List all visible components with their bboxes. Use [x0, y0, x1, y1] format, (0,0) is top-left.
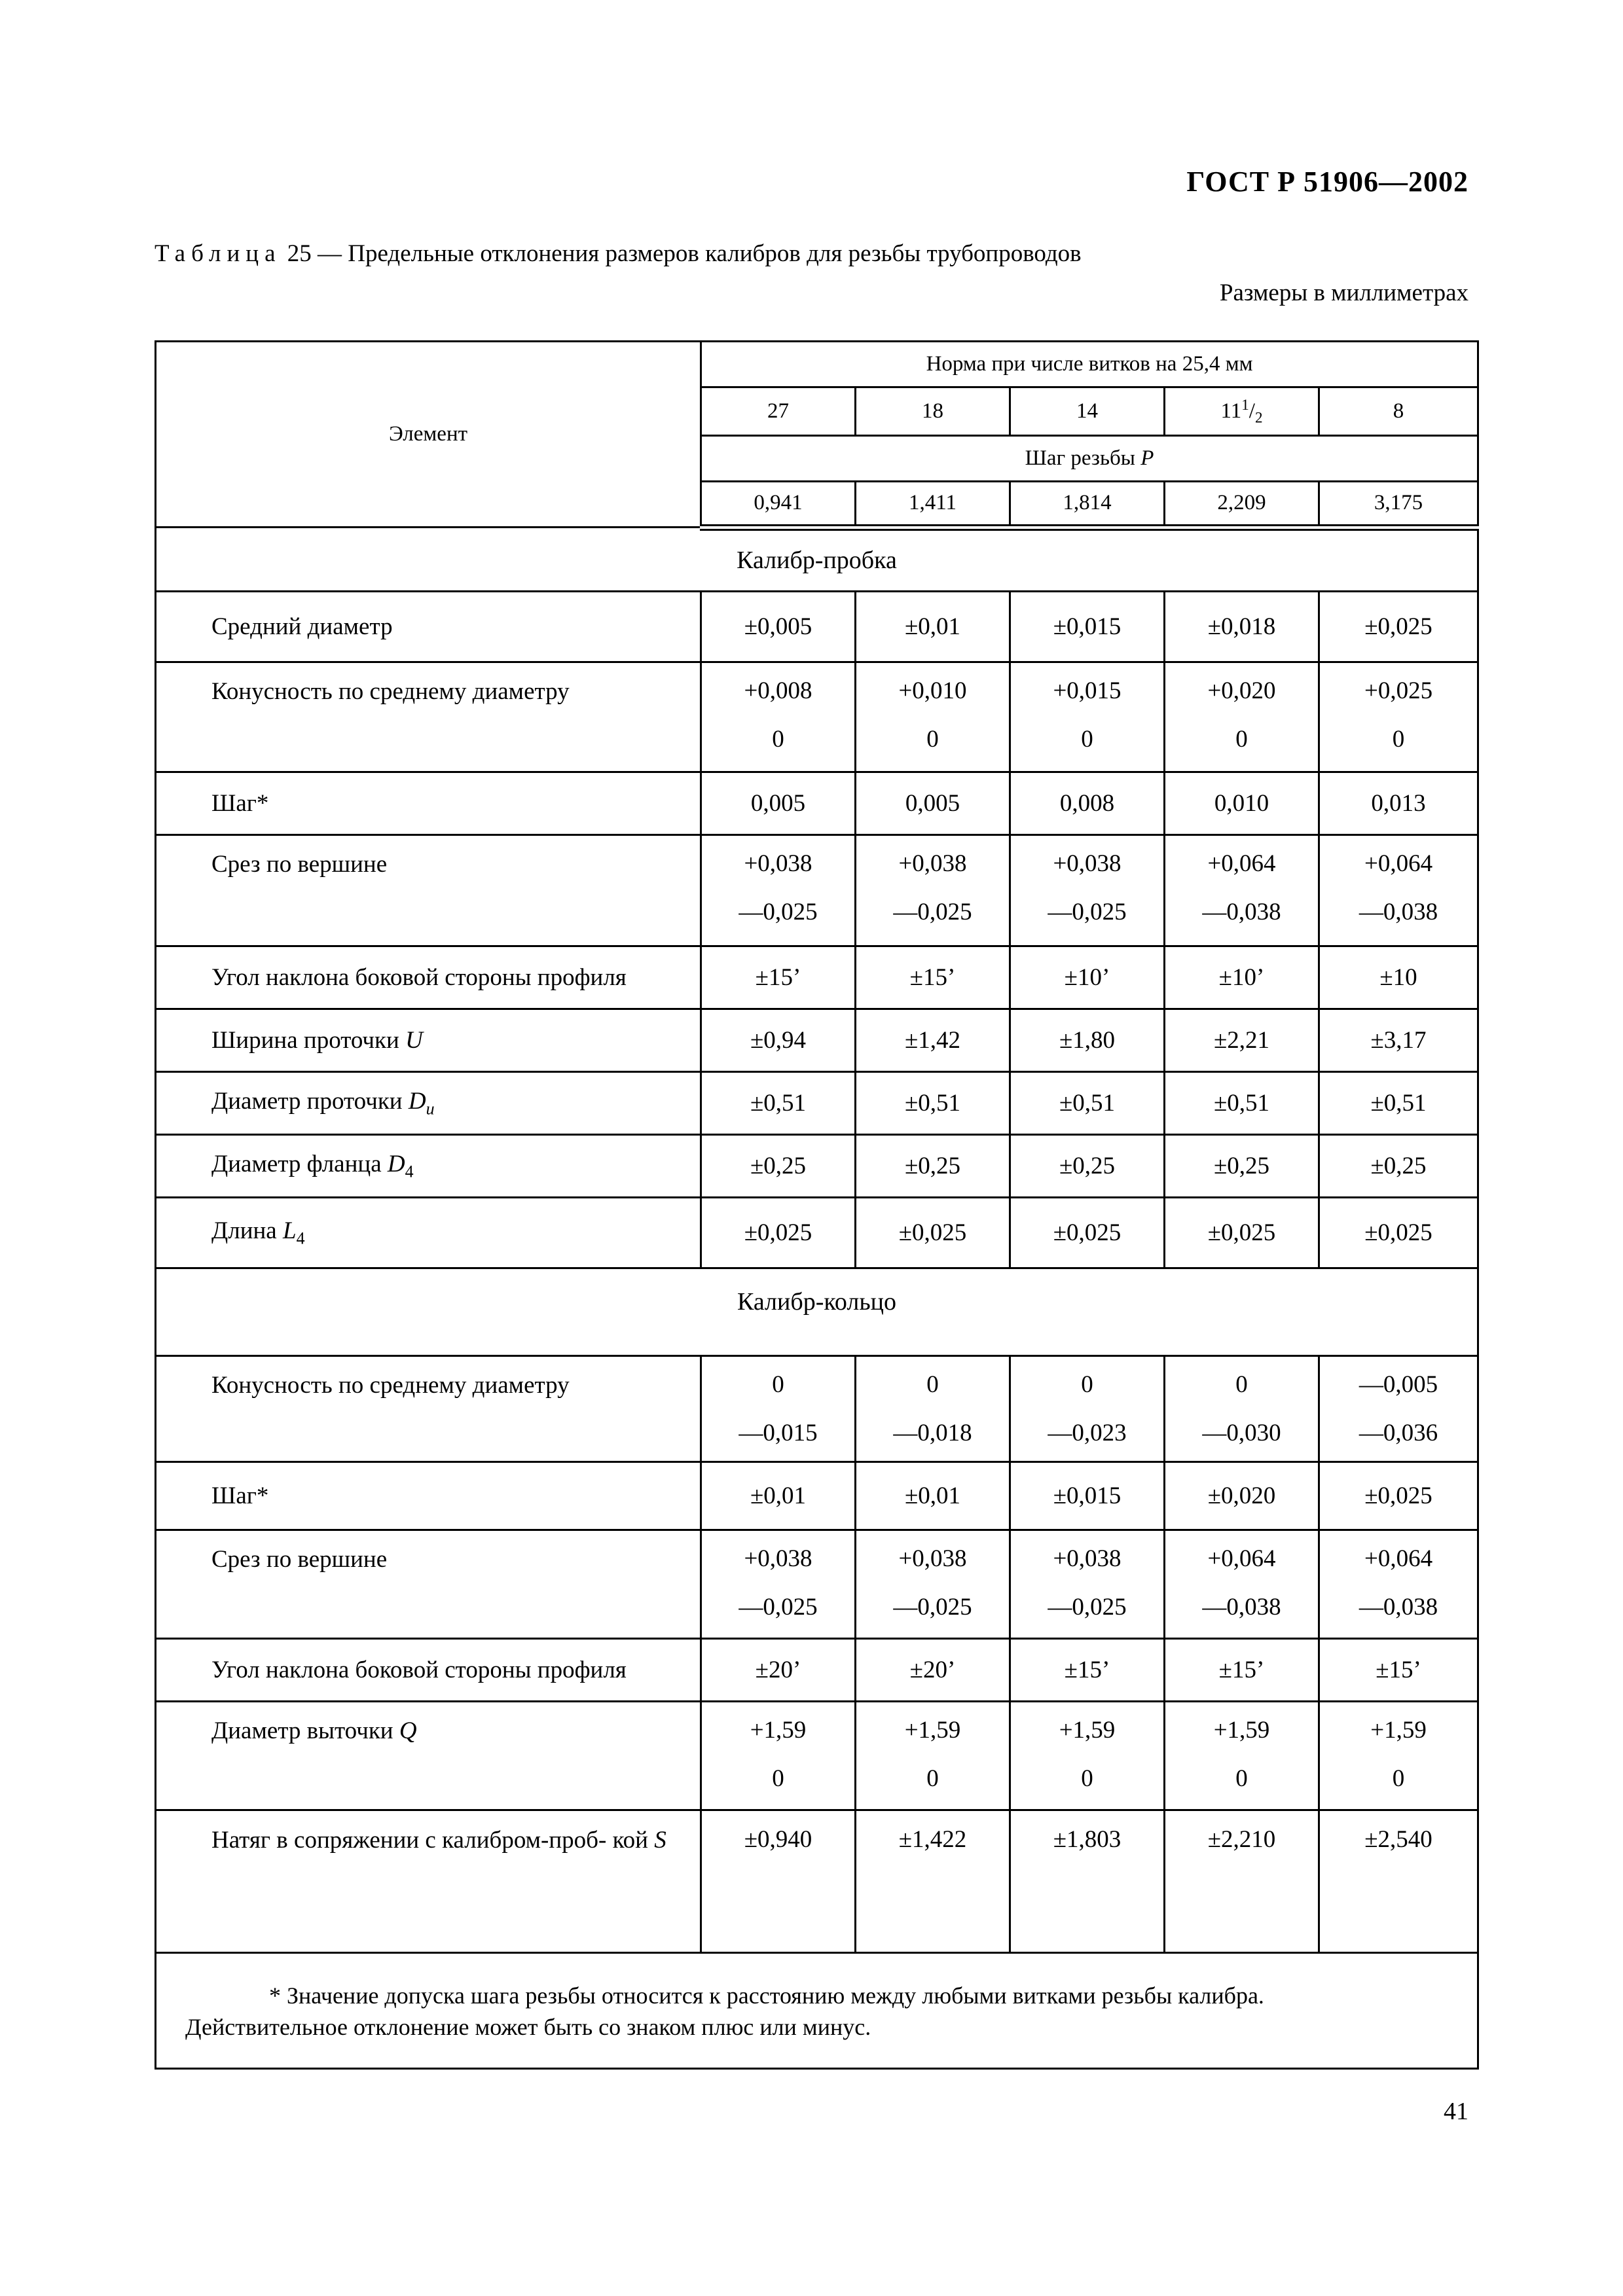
- table-caption-title: — Предельные отклонения размеров калибров для резьбы трубопроводов: [318, 240, 1082, 267]
- upper-value: +0,008: [744, 677, 812, 704]
- lower-value: 0: [1081, 1765, 1093, 1792]
- table-row: [156, 1198, 1478, 1268]
- header-pitch-cell: 2,209: [1165, 482, 1319, 528]
- value-cell: ±10’: [1165, 946, 1319, 1009]
- table-row: [156, 1009, 1478, 1072]
- row-symbol: Q: [399, 1717, 417, 1744]
- lower-value: —0,038: [1359, 1594, 1438, 1621]
- header-element: Элемент: [156, 342, 701, 528]
- value-cell: ±0,025: [1319, 592, 1478, 662]
- row-symbol: S: [654, 1827, 666, 1854]
- row-label-text: Диаметр проточки: [211, 1088, 403, 1115]
- footnote: [156, 1953, 1478, 2069]
- value-cell: ±0,015: [1010, 1462, 1165, 1530]
- footnote-row: [156, 1953, 1478, 2069]
- upper-value: +0,064: [1364, 1545, 1433, 1572]
- footnote-line1: * Значение допуска шага резьбы относится к расстоянию между любыми витками резьбы калибра.: [269, 1982, 1264, 2009]
- section-title-plug: Калибр-пробка: [156, 528, 1478, 592]
- lower-value: —0,025: [1048, 899, 1127, 925]
- tolerances-table: [155, 340, 1479, 2070]
- value-cell: ±0,025: [1319, 1462, 1478, 1530]
- row-label: Шаг*: [156, 772, 701, 835]
- value-cell: ±15’: [1010, 1639, 1165, 1702]
- value-cell: ±0,01: [856, 592, 1010, 662]
- section-title-ring: Калибр-кольцо: [156, 1268, 1478, 1356]
- value-cell: [856, 1702, 1010, 1810]
- row-label: Срез по вершине: [156, 1530, 701, 1639]
- lower-value: —0,025: [739, 899, 818, 925]
- upper-value: +0,038: [744, 850, 812, 877]
- table-row: [156, 1810, 1478, 1953]
- value-cell: ±0,51: [1010, 1072, 1165, 1135]
- header-pitch-cell: 1,411: [856, 482, 1010, 528]
- upper-value: +1,59: [904, 1717, 961, 1744]
- upper-value: +0,064: [1364, 850, 1433, 877]
- value-cell: ±0,25: [1010, 1135, 1165, 1198]
- value-cell: ±0,025: [1165, 1198, 1319, 1268]
- value-cell: 0,005: [701, 772, 856, 835]
- value-cell: ±0,94: [701, 1009, 856, 1072]
- table-row: [156, 1072, 1478, 1135]
- row-label: Шаг*: [156, 1462, 701, 1530]
- row-label: Средний диаметр: [156, 592, 701, 662]
- value-cell: ±15’: [856, 946, 1010, 1009]
- header-turns-fraction: $11^1/_2$: [1165, 387, 1319, 436]
- row-label-line2: кой: [612, 1827, 648, 1854]
- lower-value: —0,030: [1202, 1420, 1281, 1446]
- lower-value: —0,023: [1048, 1420, 1127, 1446]
- upper-value: 0: [772, 1371, 784, 1398]
- header-pitch-cell: 1,814: [1010, 482, 1165, 528]
- lower-value: 0: [1235, 1765, 1248, 1792]
- header-turns-cell: 8: [1319, 387, 1478, 436]
- lower-value: —0,025: [739, 1594, 818, 1621]
- upper-value: +0,064: [1207, 850, 1276, 877]
- upper-value: +1,59: [1370, 1717, 1427, 1744]
- value-cell: [856, 835, 1010, 946]
- page-number: 41: [1444, 2098, 1468, 2125]
- upper-value: 0: [1235, 1371, 1248, 1398]
- value-cell: [1010, 1530, 1165, 1639]
- upper-value: +0,038: [1053, 850, 1122, 877]
- table-row: [156, 592, 1478, 662]
- value-cell: [1319, 662, 1478, 772]
- lower-value: 0: [1235, 726, 1248, 753]
- value-cell: ±0,51: [1319, 1072, 1478, 1135]
- row-symbol: L: [282, 1217, 297, 1245]
- row-symbol: D: [408, 1088, 426, 1115]
- lower-value: —0,018: [893, 1420, 972, 1446]
- value-cell: ±0,01: [856, 1462, 1010, 1530]
- value-cell: ±20’: [701, 1639, 856, 1702]
- lower-value: —0,036: [1359, 1420, 1438, 1446]
- header-turns-cell: 18: [856, 387, 1010, 436]
- value-cell: ±20’: [856, 1639, 1010, 1702]
- pitch-symbol: P: [1140, 446, 1154, 470]
- value-cell: ±0,51: [856, 1072, 1010, 1135]
- value-cell: ±0,015: [1010, 592, 1165, 662]
- row-label: [156, 1198, 701, 1268]
- table-row: [156, 1702, 1478, 1810]
- table-row: [156, 1135, 1478, 1198]
- upper-value: +0,015: [1053, 677, 1122, 704]
- table-row: [156, 1462, 1478, 1530]
- value-cell: ±0,51: [1165, 1072, 1319, 1135]
- row-label: [156, 1072, 701, 1135]
- units-note: Размеры в миллиметрах: [1219, 279, 1468, 306]
- row-label-text: Ширина проточки: [211, 1027, 399, 1054]
- lower-value: 0: [926, 1765, 939, 1792]
- upper-value: +1,59: [1059, 1717, 1116, 1744]
- value-cell: [856, 1356, 1010, 1462]
- document-number: ГОСТ Р 51906—2002: [1186, 166, 1468, 198]
- value-cell: [701, 1530, 856, 1639]
- value-cell: [1165, 1702, 1319, 1810]
- value-cell: ±1,80: [1010, 1009, 1165, 1072]
- value-cell: ±0,025: [1010, 1198, 1165, 1268]
- value-cell: [1165, 1530, 1319, 1639]
- upper-value: +1,59: [1213, 1717, 1270, 1744]
- fraction-denominator: 2: [1254, 408, 1263, 426]
- table-row: [156, 772, 1478, 835]
- value-cell: ±15’: [1165, 1639, 1319, 1702]
- value-cell: ±0,018: [1165, 592, 1319, 662]
- lower-value: —0,038: [1359, 899, 1438, 925]
- header-turns-cell: 14: [1010, 387, 1165, 436]
- value-cell: ±1,803: [1010, 1810, 1165, 1953]
- value-cell: [1319, 1530, 1478, 1639]
- value-cell: ±3,17: [1319, 1009, 1478, 1072]
- value-cell: [1165, 662, 1319, 772]
- footnote-line2: Действительное отклонение может быть со знаком плюс или минус.: [185, 2014, 871, 2040]
- value-cell: ±0,25: [701, 1135, 856, 1198]
- value-cell: [701, 835, 856, 946]
- lower-value: 0: [926, 726, 939, 753]
- row-symbol-subscript: 4: [405, 1162, 414, 1181]
- header-norm-title: Норма при числе витков на 25,4 мм: [701, 342, 1478, 387]
- value-cell: [1165, 835, 1319, 946]
- header-row-norm: [156, 342, 1478, 387]
- value-cell: 0,008: [1010, 772, 1165, 835]
- footnote-line1-wrap: [185, 1980, 1451, 2011]
- value-cell: [1319, 835, 1478, 946]
- upper-value: +1,59: [750, 1717, 807, 1744]
- value-cell: ±10’: [1010, 946, 1165, 1009]
- lower-value: 0: [1081, 726, 1093, 753]
- lower-value: —0,038: [1202, 899, 1281, 925]
- value-cell: [1010, 662, 1165, 772]
- value-cell: [1010, 1356, 1165, 1462]
- lower-value: —0,025: [893, 899, 972, 925]
- value-cell: ±0,51: [701, 1072, 856, 1135]
- upper-value: —0,005: [1359, 1371, 1438, 1398]
- value-cell: 0,005: [856, 772, 1010, 835]
- row-label: Конусность по среднему диаметру: [156, 662, 701, 772]
- value-cell: [701, 1702, 856, 1810]
- pitch-title-text: Шаг резьбы: [1025, 446, 1135, 470]
- value-cell: ±0,25: [1165, 1135, 1319, 1198]
- value-cell: ±2,540: [1319, 1810, 1478, 1953]
- value-cell: ±0,005: [701, 592, 856, 662]
- row-label: [156, 1702, 701, 1810]
- header-pitch-title: [701, 436, 1478, 482]
- header-pitch-cell: 3,175: [1319, 482, 1478, 528]
- row-label: [156, 1135, 701, 1198]
- upper-value: 0: [926, 1371, 939, 1398]
- value-cell: [1319, 1702, 1478, 1810]
- value-cell: ±10: [1319, 946, 1478, 1009]
- fraction-whole: 11: [1220, 399, 1242, 423]
- value-cell: 0,013: [1319, 772, 1478, 835]
- row-label: Угол наклона боковой стороны профиля: [156, 1639, 701, 1702]
- value-cell: ±0,940: [701, 1810, 856, 1953]
- upper-value: +0,038: [744, 1545, 812, 1572]
- row-label-text: Длина: [211, 1217, 277, 1245]
- table-caption: [155, 240, 1082, 268]
- value-cell: ±0,020: [1165, 1462, 1319, 1530]
- value-cell: ±0,01: [701, 1462, 856, 1530]
- row-label: Угол наклона боковой стороны профиля: [156, 946, 701, 1009]
- header-pitch-cell: 0,941: [701, 482, 856, 528]
- upper-value: +0,020: [1207, 677, 1276, 704]
- table-row: [156, 1639, 1478, 1702]
- lower-value: —0,015: [739, 1420, 818, 1446]
- row-label-line1: Натяг в сопряжении с калибром-проб-: [211, 1827, 607, 1854]
- row-symbol-subscript: u: [426, 1099, 435, 1119]
- value-cell: [856, 662, 1010, 772]
- row-label-text: Диаметр выточки: [211, 1717, 393, 1744]
- value-cell: [1010, 835, 1165, 946]
- table-caption-number: 25: [287, 240, 312, 267]
- row-label: Конусность по среднему диаметру: [156, 1356, 701, 1462]
- table-row: [156, 1356, 1478, 1462]
- upper-value: +0,025: [1364, 677, 1433, 704]
- table-caption-label: Таблица: [155, 240, 282, 267]
- section-row-plug: [156, 528, 1478, 592]
- upper-value: +0,064: [1207, 1545, 1276, 1572]
- row-label-text: Диаметр фланца: [211, 1151, 382, 1178]
- value-cell: 0,010: [1165, 772, 1319, 835]
- value-cell: ±15’: [701, 946, 856, 1009]
- row-symbol-subscript: 4: [296, 1229, 305, 1248]
- value-cell: [1319, 1356, 1478, 1462]
- value-cell: [856, 1530, 1010, 1639]
- lower-value: 0: [772, 726, 784, 753]
- table-row: [156, 662, 1478, 772]
- lower-value: —0,025: [1048, 1594, 1127, 1621]
- row-label: Срез по вершине: [156, 835, 701, 946]
- value-cell: ±0,25: [1319, 1135, 1478, 1198]
- table-row: [156, 1530, 1478, 1639]
- lower-value: 0: [1392, 726, 1405, 753]
- value-cell: [1010, 1702, 1165, 1810]
- value-cell: ±1,42: [856, 1009, 1010, 1072]
- lower-value: 0: [772, 1765, 784, 1792]
- fraction-numerator: 1: [1241, 396, 1249, 414]
- section-row-ring: [156, 1268, 1478, 1356]
- row-label: [156, 1009, 701, 1072]
- value-cell: ±2,21: [1165, 1009, 1319, 1072]
- upper-value: +0,038: [898, 1545, 967, 1572]
- value-cell: ±2,210: [1165, 1810, 1319, 1953]
- table-row: [156, 946, 1478, 1009]
- value-cell: ±1,422: [856, 1810, 1010, 1953]
- table-row: [156, 835, 1478, 946]
- header-turns-cell: 27: [701, 387, 856, 436]
- lower-value: —0,038: [1202, 1594, 1281, 1621]
- value-cell: [701, 1356, 856, 1462]
- value-cell: ±0,25: [856, 1135, 1010, 1198]
- row-symbol: D: [387, 1151, 405, 1178]
- upper-value: +0,038: [1053, 1545, 1122, 1572]
- value-cell: ±15’: [1319, 1639, 1478, 1702]
- lower-value: 0: [1392, 1765, 1405, 1792]
- row-symbol: U: [405, 1027, 423, 1054]
- upper-value: +0,038: [898, 850, 967, 877]
- upper-value: +0,010: [898, 677, 967, 704]
- value-cell: [701, 662, 856, 772]
- value-cell: ±0,025: [1319, 1198, 1478, 1268]
- value-cell: [1165, 1356, 1319, 1462]
- value-cell: ±0,025: [701, 1198, 856, 1268]
- row-label: [156, 1810, 701, 1953]
- value-cell: ±0,025: [856, 1198, 1010, 1268]
- lower-value: —0,025: [893, 1594, 972, 1621]
- upper-value: 0: [1081, 1371, 1093, 1398]
